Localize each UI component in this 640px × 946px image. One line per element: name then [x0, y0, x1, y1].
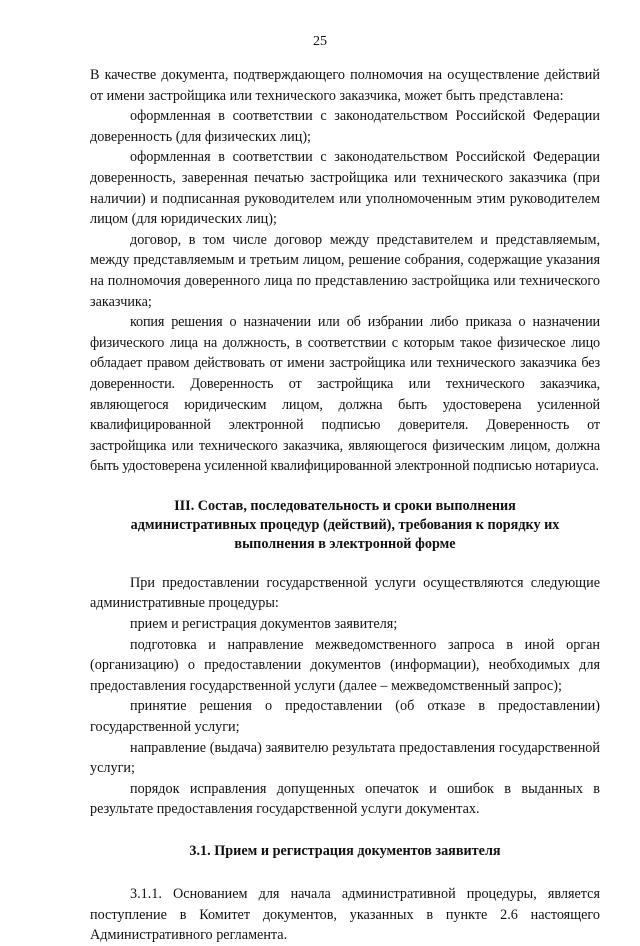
list-item: направление (выдача) заявителю результата предоставления государственной услуги;	[90, 739, 600, 777]
list-item: договор, в том числе договор между представителем и представляемым, между представляемым и третьим лицом, решение собрания, содержащие указания на полномочия доверенного лица по представлению застройщика или технического заказчика;	[90, 231, 600, 310]
section-heading: III. Состав, последовательность и сроки выполнения административных процедур (действий), требования к порядку их выполнения в электронной форме	[130, 497, 560, 552]
list-item: подготовка и направление межведомственного запроса в иной орган (организацию) о предоставлении документов (информации), необходимых для предоставления государственной услуги (далее – межведомственный запрос);	[90, 636, 600, 694]
list-item: прием и регистрация документов заявителя;	[130, 616, 398, 633]
list-item: принятие решения о предоставлении (об отказе в предоставлении) государственной услуги;	[90, 698, 600, 736]
list-item: оформленная в соответствии с законодательством Российской Федерации доверенность (для физических лиц);	[90, 108, 600, 145]
page-number: 25	[313, 34, 327, 49]
paragraph: В качестве документа, подтверждающего полномочия на осуществление действий от имени застройщика или технического заказчика, может быть представлена:	[90, 67, 600, 104]
paragraph: 3.1.1. Основанием для начала административной процедуры, является поступление в Комитет документов, указанных в пункте 2.6 настоящего Административного регламента.	[90, 886, 600, 944]
list-item: порядок исправления допущенных опечаток и ошибок в выданных в результате предоставления государственной услуги документах.	[90, 780, 600, 818]
subsection-heading: 3.1. Прием и регистрация документов заявителя	[189, 843, 501, 859]
list-item: копия решения о назначении или об избрании либо приказа о назначении физического лица на должность, в соответствии с которым такое физическое лицо обладает правом действовать от имени застройщика или технического заказчика без доверенности. Доверенность от застройщика или технического заказчика, являющегося юридическим лицом, должна быть удостоверена усиленной квалифицированной электронной подписью доверителя. Доверенность от застройщика или технического заказчика, являющегося физическим лицом, должна быть удостоверена усиленной квалифицированной электронной подписью нотариуса.	[90, 314, 600, 475]
paragraph: При предоставлении государственной услуги осуществляются следующие административные процедуры:	[90, 574, 600, 612]
document-body	[90, 65, 600, 946]
list-item: оформленная в соответствии с законодательством Российской Федерации доверенность, заверенная печатью застройщика или технического заказчика (при наличии) и подписанная руководителем или уполномоченным этим руководителем лицом (для юридических лиц);	[90, 149, 600, 228]
